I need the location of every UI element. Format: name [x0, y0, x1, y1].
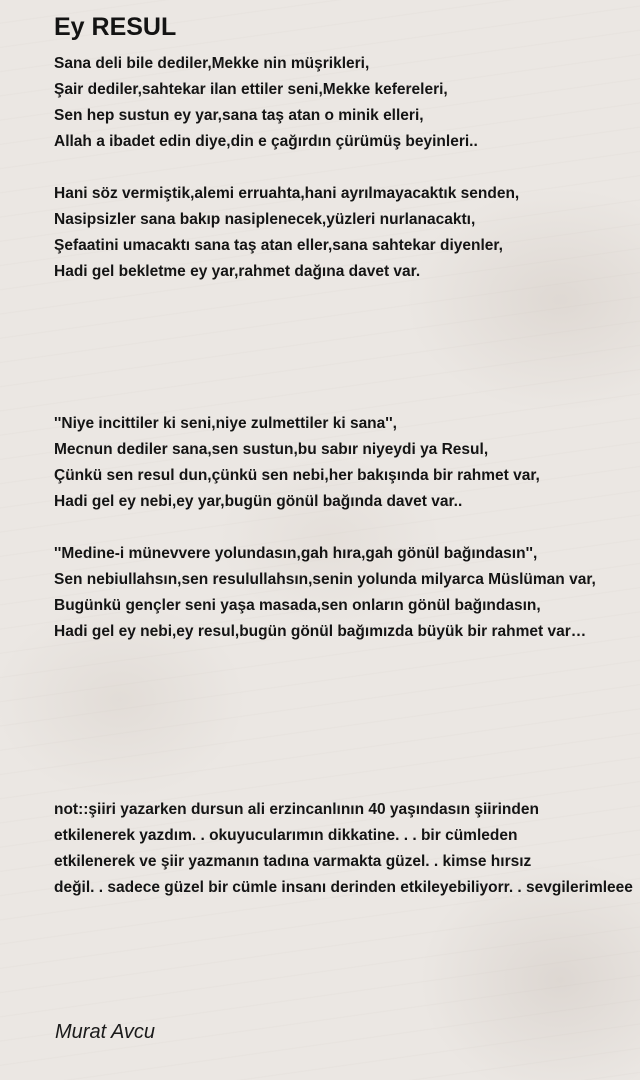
poem-line: Sana deli bile dediler,Mekke nin müşrikleri,	[54, 55, 370, 72]
poem-line: ''Niye incittiler ki seni,niye zulmettiler ki sana'',	[54, 415, 397, 432]
poem-line: Şair dediler,sahtekar ilan ettiler seni,Mekke kefereleri,	[54, 81, 448, 98]
poem-line: Sen nebiullahsın,sen resulullahsın,senin yolunda milyarca Müslüman var,	[54, 571, 596, 588]
poem-line: Bugünkü gençler seni yaşa masada,sen onların gönül bağındasın,	[54, 597, 541, 614]
note-line: not::şiiri yazarken dursun ali erzincanlının 40 yaşındasın şiirinden	[54, 801, 539, 818]
poem-line: Hani söz vermiştik,alemi erruahta,hani ayrılmayacaktık senden,	[54, 185, 520, 202]
poem-line: Çünkü sen resul dun,çünkü sen nebi,her bakışında bir rahmet var,	[54, 467, 540, 484]
stanza-3	[54, 411, 540, 515]
stanza-4	[54, 541, 596, 645]
poem-line: Şefaatini umacaktı sana taş atan eller,sana sahtekar diyenler,	[54, 237, 503, 254]
poem-line: Hadi gel bekletme ey yar,rahmet dağına davet var.	[54, 263, 421, 280]
poem-line: Hadi gel ey nebi,ey yar,bugün gönül bağında davet var..	[54, 493, 463, 510]
author-note	[54, 797, 633, 901]
stanza-1	[54, 51, 478, 155]
note-line: etkilenerek yazdım. . okuyucularımın dikkatine. . . bir cümleden	[54, 827, 518, 844]
note-line: etkilenerek ve şiir yazmanın tadına varmakta güzel. . kimse hırsız	[54, 853, 532, 870]
poem-line: Allah a ibadet edin diye,din e çağırdın çürümüş beyinleri..	[54, 133, 478, 150]
poem-line: Nasipsizler sana bakıp nasiplenecek,yüzleri nurlanacaktı,	[54, 211, 476, 228]
poem-line: Sen hep sustun ey yar,sana taş atan o minik elleri,	[54, 107, 424, 124]
note-line: değil. . sadece güzel bir cümle insanı derinden etkileyebiliyorr. . sevgilerimleee	[54, 879, 633, 896]
poem-line: ''Medine-i münevvere yolundasın,gah hıra,gah gönül bağındasın'',	[54, 545, 538, 562]
poem-title: Ey RESUL	[54, 13, 177, 41]
poem-line: Mecnun dediler sana,sen sustun,bu sabır niyeydi ya Resul,	[54, 441, 489, 458]
poem-line: Hadi gel ey nebi,ey resul,bugün gönül bağımızda büyük bir rahmet var…	[54, 623, 587, 640]
stanza-2	[54, 181, 519, 285]
author-name: Murat Avcu	[55, 1021, 156, 1043]
